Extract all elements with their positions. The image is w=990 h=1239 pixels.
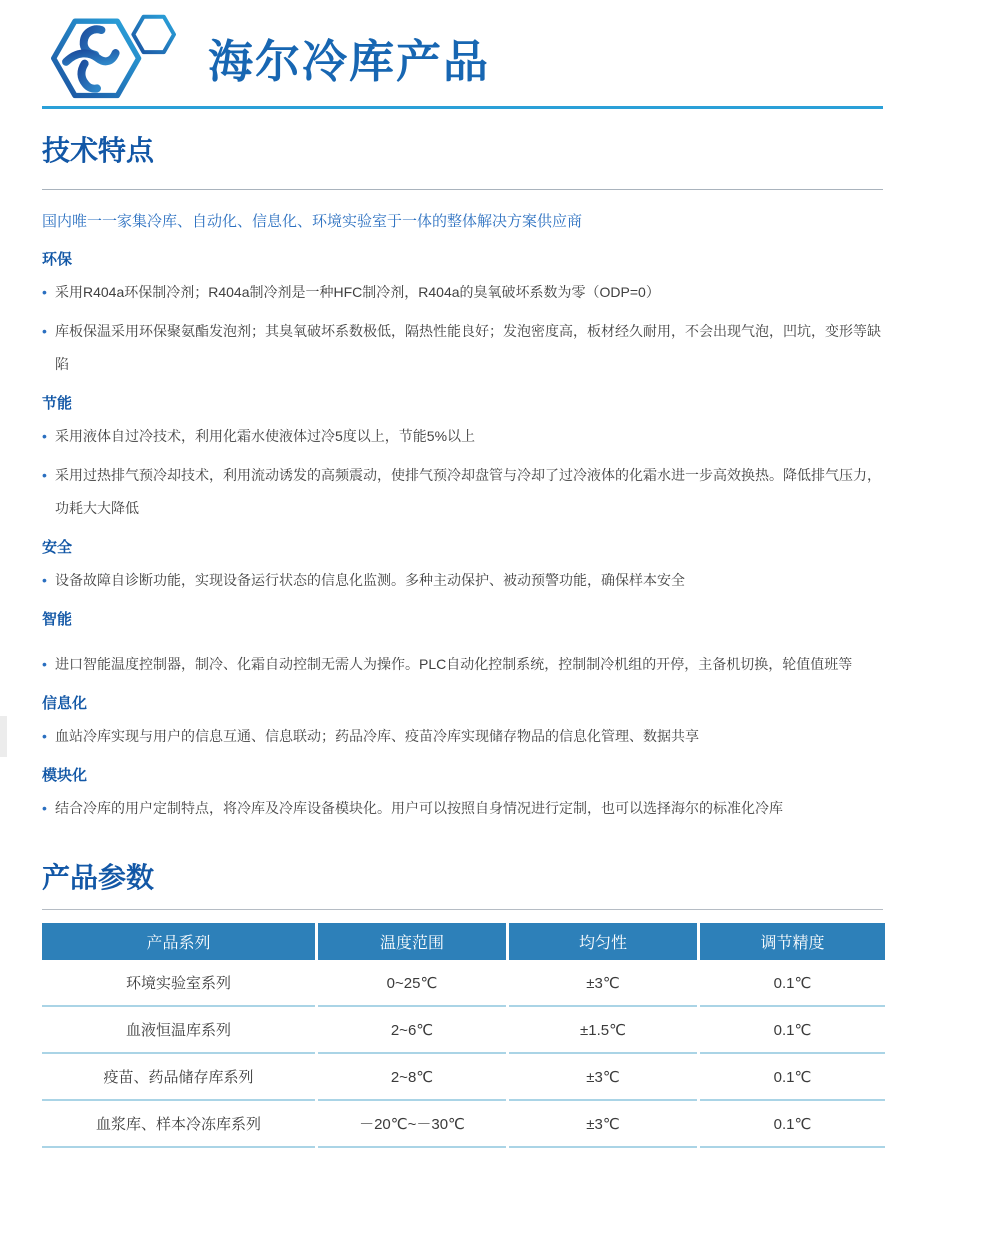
- group-heading: 安全: [42, 539, 73, 556]
- table-cell-temp-range: 0~25℃: [318, 960, 506, 1007]
- table-cell-uniformity: ±1.5℃: [509, 1007, 697, 1054]
- bullet-dot-icon: •: [42, 572, 47, 588]
- bullet-item: [42, 648, 883, 681]
- group-heading: 信息化: [42, 695, 88, 712]
- table-row: [42, 1054, 885, 1101]
- table-row: [42, 1007, 885, 1054]
- bullet-item: [42, 564, 883, 597]
- table-cell-temp-range: －20℃~－30℃: [318, 1101, 506, 1148]
- bullet-item: [42, 792, 883, 825]
- table-cell-precision: 0.1℃: [700, 1054, 885, 1101]
- lead-text: 国内唯一一家集冷库、自动化、信息化、环境实验室于一体的整体解决方案供应商: [42, 213, 583, 230]
- bullet-dot-icon: •: [42, 728, 47, 744]
- bullet-item: [42, 420, 883, 453]
- section-title-product-params: 产品参数: [42, 862, 155, 893]
- table-cell-series: 环境实验室系列: [42, 960, 315, 1007]
- table-row: [42, 1101, 885, 1148]
- product-params-table: [39, 923, 888, 1148]
- bullet-item: [42, 720, 883, 753]
- bullet-text: 采用R404a环保制冷剂；R404a制冷剂是一种HFC制冷剂，R404a的臭氧破坏系数为零（ODP=0）: [55, 284, 660, 300]
- bullet-text: 结合冷库的用户定制特点，将冷库及冷库设备模块化。用户可以按照自身情况进行定制，也可以选择海尔的标准化冷库: [55, 800, 783, 816]
- table-cell-series: 血浆库、样本冷冻库系列: [42, 1101, 315, 1148]
- table-cell-precision: 0.1℃: [700, 1007, 885, 1054]
- bullet-item: [42, 315, 883, 381]
- bullet-dot-icon: •: [42, 467, 47, 483]
- table-cell-precision: 0.1℃: [700, 1101, 885, 1148]
- left-edge-artifact: [0, 716, 7, 757]
- table-header-cell: 温度范围: [318, 923, 506, 960]
- group-heading: 智能: [42, 611, 73, 628]
- bullet-item: [42, 276, 883, 309]
- bullet-text: 采用液体自过冷技术，利用化霜水使液体过冷5度以上，节能5%以上: [55, 428, 476, 444]
- table-header-row: [42, 923, 885, 960]
- group-heading: 环保: [42, 251, 73, 268]
- feature-group-env: [42, 250, 883, 381]
- bullet-dot-icon: •: [42, 323, 47, 339]
- bullet-item: [42, 459, 883, 525]
- bullet-text: 血站冷库实现与用户的信息互通、信息联动；药品冷库、疫苗冷库实现储存物品的信息化管理、数据共享: [55, 728, 699, 744]
- bullet-text: 采用过热排气预冷却技术，利用流动诱发的高频震动，使排气预冷却盘管与冷却了过冷液体的化霜水进一步高效换热。降低排气压力，功耗大大降低: [55, 467, 881, 516]
- page-header: [0, 0, 990, 106]
- table-cell-uniformity: ±3℃: [509, 1101, 697, 1148]
- feature-group-informatization: [42, 694, 883, 753]
- bullet-dot-icon: •: [42, 800, 47, 816]
- table-cell-uniformity: ±3℃: [509, 960, 697, 1007]
- table-cell-uniformity: ±3℃: [509, 1054, 697, 1101]
- group-heading: 节能: [42, 395, 73, 412]
- table-row: [42, 960, 885, 1007]
- table-header-cell: 产品系列: [42, 923, 315, 960]
- feature-group-modular: [42, 766, 883, 825]
- bullet-text: 进口智能温度控制器，制冷、化霜自动控制无需人为操作。PLC自动化控制系统，控制制冷机组的开停，主备机切换，轮值值班等: [55, 656, 853, 672]
- params-section-divider: [42, 909, 883, 910]
- tech-section-divider: [42, 189, 883, 190]
- table-cell-temp-range: 2~6℃: [318, 1007, 506, 1054]
- bullet-dot-icon: •: [42, 656, 47, 672]
- table-cell-precision: 0.1℃: [700, 960, 885, 1007]
- feature-group-smart: [42, 610, 883, 681]
- hexagon-dna-logo-icon: [34, 7, 176, 107]
- table-header-cell: 均匀性: [509, 923, 697, 960]
- bullet-dot-icon: •: [42, 284, 47, 300]
- table-cell-temp-range: 2~8℃: [318, 1054, 506, 1101]
- table-cell-series: 血液恒温库系列: [42, 1007, 315, 1054]
- table-cell-series: 疫苗、药品储存库系列: [42, 1054, 315, 1101]
- bullet-dot-icon: •: [42, 428, 47, 444]
- page-title: 海尔冷库产品: [208, 35, 491, 87]
- group-heading: 模块化: [42, 767, 88, 784]
- feature-group-safety: [42, 538, 883, 597]
- feature-group-energy: [42, 394, 883, 525]
- bullet-text: 库板保温采用环保聚氨酯发泡剂；其臭氧破坏系数极低，隔热性能良好；发泡密度高，板材经久耐用，不会出现气泡，凹坑，变形等缺陷: [55, 323, 881, 372]
- table-header-cell: 调节精度: [700, 923, 885, 960]
- section-title-tech-features: 技术特点: [42, 135, 155, 166]
- bullet-text: 设备故障自诊断功能，实现设备运行状态的信息化监测。多种主动保护、被动预警功能，确保样本安全: [55, 572, 685, 588]
- main-content: [0, 134, 990, 1148]
